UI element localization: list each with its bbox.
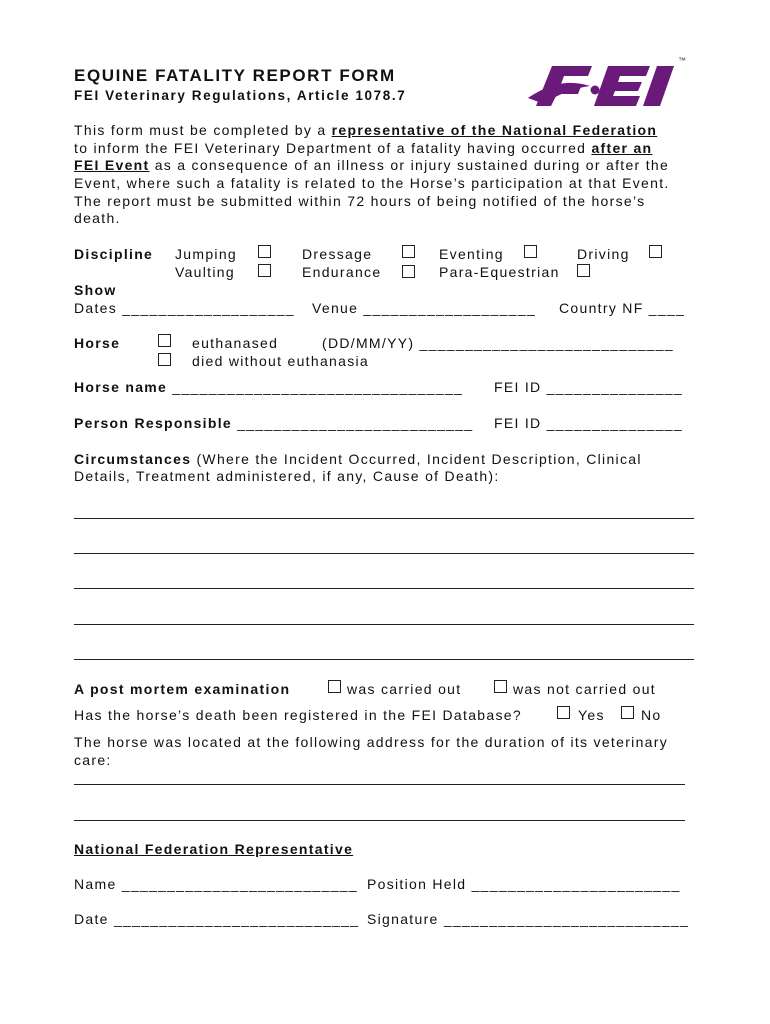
horse-euthanased-checkbox[interactable] — [158, 334, 171, 347]
horse-name-label: Horse name — [74, 379, 168, 395]
representative-position-field[interactable]: Position Held _______________________ — [367, 876, 681, 892]
fei-logo-graphic — [522, 58, 692, 110]
database-no-checkbox[interactable] — [621, 706, 634, 719]
intro-text: This form must be completed by a — [74, 122, 332, 138]
discipline-jumping-checkbox[interactable] — [258, 245, 271, 258]
discipline-vaulting-checkbox[interactable] — [258, 264, 271, 277]
circumstances-line-2: Details, Treatment administered, if any, Cause of Death): — [74, 468, 500, 484]
trademark-mark: ™ — [678, 56, 686, 65]
circumstances-answer-line[interactable] — [74, 553, 694, 554]
post-mortem-not-carried-out-label: was not carried out — [513, 681, 656, 697]
database-question: Has the horse’s death been registered in the FEI Database? — [74, 707, 522, 723]
form-title: EQUINE FATALITY REPORT FORM — [74, 66, 396, 85]
database-yes-checkbox[interactable] — [557, 706, 570, 719]
location-answer-line[interactable] — [74, 784, 685, 785]
horse-died-checkbox[interactable] — [158, 353, 171, 366]
representative-signature-field[interactable]: Signature ___________________________ — [367, 911, 690, 927]
circumstances-answer-line[interactable] — [74, 588, 694, 589]
discipline-dressage-checkbox[interactable] — [402, 245, 415, 258]
person-fei-id-field[interactable]: FEI ID _______________ — [494, 415, 683, 431]
circumstances-line-1 — [74, 451, 642, 467]
intro-line-1 — [74, 122, 657, 138]
intro-text: as a consequence of an illness or injury sustained during or after the — [149, 157, 670, 173]
intro-line-4: Event, where such a fatality is related to the Horse’s participation at that Event. — [74, 175, 670, 191]
discipline-dressage-label: Dressage — [302, 246, 373, 262]
discipline-eventing-checkbox[interactable] — [524, 245, 537, 258]
show-country-field[interactable]: Country NF ____ — [559, 300, 686, 316]
database-no-label: No — [641, 707, 662, 723]
database-yes-label: Yes — [578, 707, 605, 723]
horse-euthanased-label: euthanased — [192, 335, 279, 351]
intro-emphasis: after an — [591, 140, 653, 156]
discipline-driving-checkbox[interactable] — [649, 245, 662, 258]
horse-date-field[interactable]: (DD/MM/YY) ____________________________ — [322, 335, 674, 351]
form-subtitle: FEI Veterinary Regulations, Article 1078.7 — [74, 88, 407, 103]
circumstances-answer-line[interactable] — [74, 624, 694, 625]
horse-name-row — [74, 379, 463, 395]
discipline-jumping-label: Jumping — [175, 246, 238, 262]
discipline-driving-label: Driving — [577, 246, 630, 262]
circumstances-label: Circumstances — [74, 451, 192, 467]
horse-fei-id-field[interactable]: FEI ID _______________ — [494, 379, 683, 395]
location-answer-line[interactable] — [74, 820, 685, 821]
show-dates-field[interactable]: Dates ___________________ — [74, 300, 295, 316]
discipline-vaulting-label: Vaulting — [175, 264, 235, 280]
representative-name-field[interactable]: Name __________________________ — [74, 876, 358, 892]
circumstances-answer-line[interactable] — [74, 659, 694, 660]
discipline-endurance-checkbox[interactable] — [402, 265, 415, 278]
intro-line-2 — [74, 140, 652, 156]
discipline-para-equestrian-label: Para-Equestrian — [439, 264, 560, 280]
location-line-2: care: — [74, 752, 112, 768]
post-mortem-carried-out-label: was carried out — [347, 681, 462, 697]
circumstances-answer-line[interactable] — [74, 518, 694, 519]
intro-text: to inform the FEI Veterinary Department of a fatality having occurred — [74, 140, 592, 156]
person-responsible-label: Person Responsible — [74, 415, 232, 431]
horse-name-field[interactable]: ________________________________ — [172, 379, 464, 395]
representative-date-field[interactable]: Date ___________________________ — [74, 911, 360, 927]
post-mortem-carried-out-checkbox[interactable] — [328, 680, 341, 693]
representative-heading: National Federation Representative — [74, 841, 354, 857]
person-responsible-field[interactable]: __________________________ — [237, 415, 474, 431]
discipline-eventing-label: Eventing — [439, 246, 504, 262]
location-line-1: The horse was located at the following address for the duration of its veterinary — [74, 734, 669, 750]
horse-label: Horse — [74, 335, 121, 351]
discipline-para-equestrian-checkbox[interactable] — [577, 264, 590, 277]
person-responsible-row — [74, 415, 473, 431]
post-mortem-label: A post mortem examination — [74, 681, 291, 697]
discipline-label: Discipline — [74, 246, 154, 262]
intro-emphasis: representative of the National Federation — [331, 122, 658, 138]
post-mortem-not-carried-out-checkbox[interactable] — [494, 680, 507, 693]
show-label: Show — [74, 282, 117, 298]
intro-line-6: death. — [74, 210, 121, 226]
horse-died-label: died without euthanasia — [192, 353, 370, 369]
intro-line-3 — [74, 157, 669, 173]
circumstances-description: (Where the Incident Occurred, Incident Description, Clinical — [191, 451, 642, 467]
discipline-endurance-label: Endurance — [302, 264, 382, 280]
intro-emphasis: FEI Event — [74, 157, 150, 173]
intro-line-5: The report must be submitted within 72 hours of being notified of the horse’s — [74, 193, 646, 209]
show-venue-field[interactable]: Venue ___________________ — [312, 300, 537, 316]
fei-logo — [522, 58, 692, 110]
